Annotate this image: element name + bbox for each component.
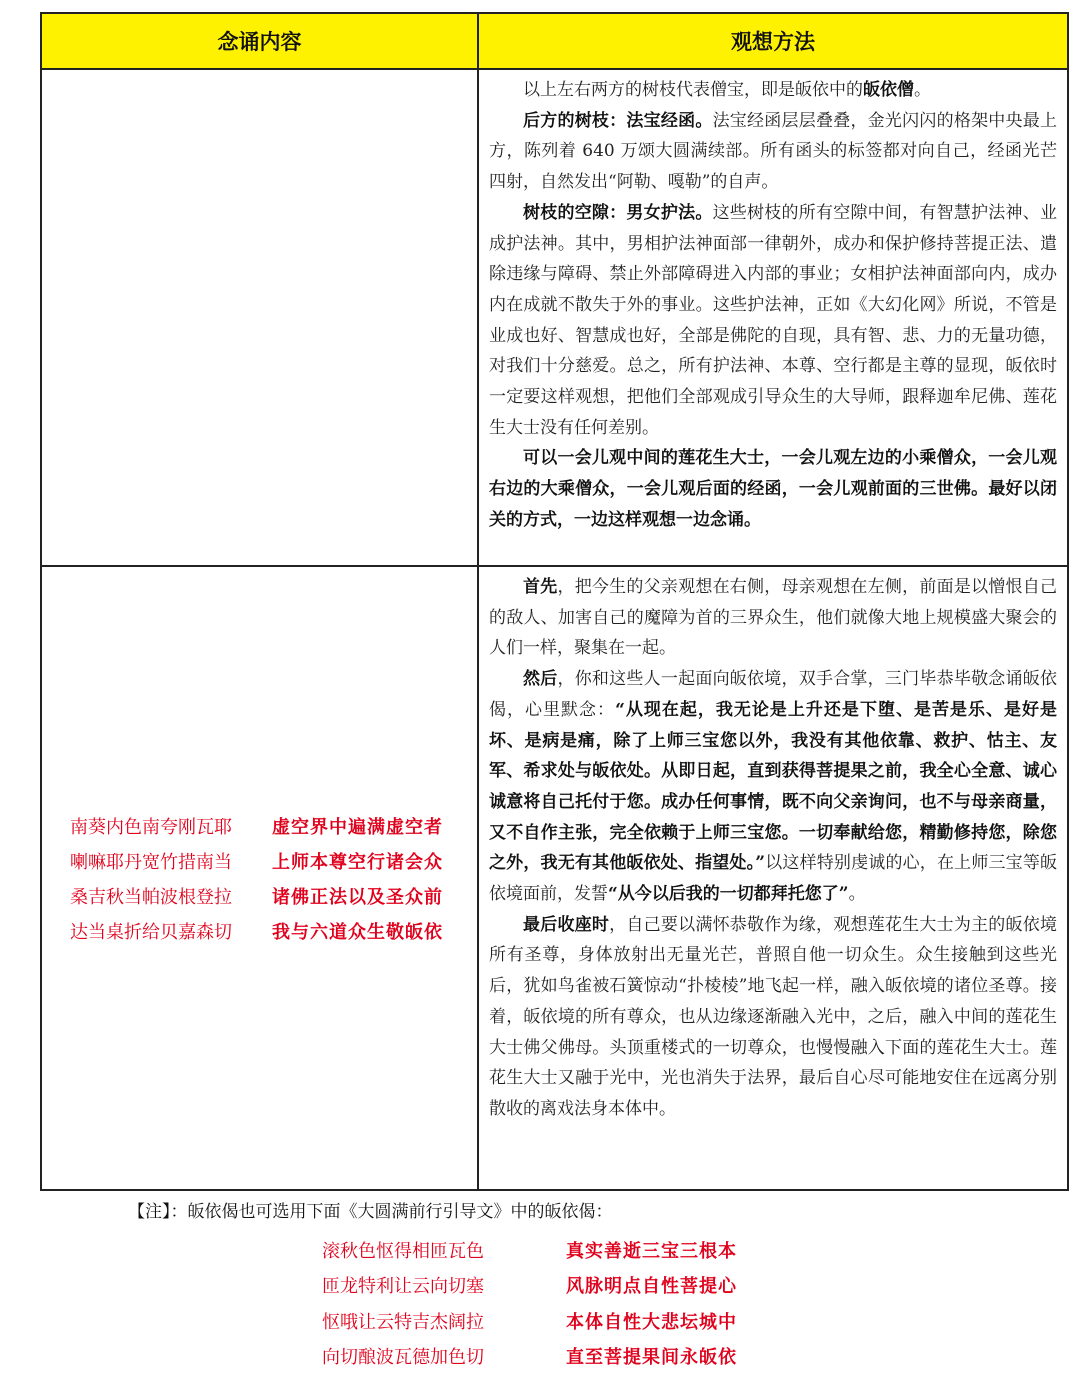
header-visualization: 观想方法 bbox=[478, 13, 1068, 69]
verse-translation: 真实善逝三宝三根本 bbox=[566, 1240, 737, 1262]
verse-translation: 诸佛正法以及圣众前 bbox=[272, 886, 443, 908]
verse-line bbox=[70, 913, 477, 948]
text: 以这样特别虔诚的心，在上师三宝等皈依境面前，发誓 bbox=[489, 853, 1058, 905]
bold-heading: 首先 bbox=[523, 577, 558, 597]
text: 。 bbox=[848, 884, 866, 905]
verse-translation: 风脉明点自性菩提心 bbox=[566, 1276, 737, 1298]
paragraph bbox=[489, 664, 1057, 910]
verse-transliteration: 滚秋色怄得相匝瓦色 bbox=[322, 1240, 484, 1262]
recitation-cell bbox=[41, 566, 478, 1190]
text: 法宝经函层层叠叠，金光闪闪的格架中央最上方，陈列着 640 万颂大圆满续部。所有函头的标签都对向自己，经函光芒四射，自然发出“阿勒、嘎勒”的自声。 bbox=[489, 110, 1058, 193]
verse-transliteration: 匝龙特利让云向切塞 bbox=[322, 1276, 484, 1298]
text: ，自己要以满怀恭敬作为缘，观想莲花生大士为主的皈依境所有圣尊，身体放射出无量光芒，普照自他一切众生。众生接触到这些光后，犹如鸟雀被石簧惊动“扑棱棱”地飞起一样，融入皈依境的诸位圣尊。接着，皈依境的所有尊众，也从边缘逐渐融入光中，之后，融入中间的莲花生大士佛父佛母。头顶重楼式的一切尊众，也慢慢融入下面的莲花生大士。莲花生大士又融于光中，光也消失于法界，最后自心尽可能地安住在远离分别散收的离戏法身本体中。 bbox=[489, 914, 1058, 1119]
text: 这些树枝的所有空隙中间，有智慧护法神、业成护法神。其中，男相护法神面部一律朝外，成办和保护修持菩提正法、遣除违缘与障碍、禁止外部障碍进入内部的事业；女相护法神面部向内，成办内在成就不散失于外的事业。这些护法神，正如《大幻化网》所说，不管是业成也好、智慧成也好，全部是佛陀的自现，具有智、悲、力的无量功德，对我们十分慈爱。总之，所有护法神、本尊、空行都是主尊的显现，皈依时一定要这样观想，把他们全部观成引导众生的大导师，跟释迦牟尼佛、莲花生大士没有任何差别。 bbox=[489, 202, 1058, 438]
bold-heading: 树枝的空隙：男女护法。 bbox=[523, 202, 713, 223]
bold-heading: 然后 bbox=[523, 669, 558, 690]
verse-transliteration: 桑吉秋当帕波根登拉 bbox=[70, 886, 232, 908]
footnote: 【注】：皈依偈也可选用下面《大圆满前行引导文》中的皈依偈： bbox=[128, 1202, 613, 1222]
verse-line bbox=[322, 1268, 737, 1304]
alternate-refuge-verse bbox=[322, 1232, 737, 1374]
refuge-table bbox=[40, 12, 1069, 1191]
paragraph bbox=[489, 910, 1057, 1125]
table-row bbox=[41, 69, 1068, 566]
visualization-cell bbox=[478, 69, 1068, 566]
paragraph bbox=[489, 106, 1057, 198]
header-recitation: 念诵内容 bbox=[41, 13, 478, 69]
text: 。 bbox=[914, 80, 931, 100]
bold-heading: 后方的树枝：法宝经函。 bbox=[523, 110, 713, 131]
verse-translation: 虚空界中遍满虚空者 bbox=[272, 816, 443, 838]
paragraph bbox=[489, 572, 1057, 664]
verse-translation: 本体自性大悲坛城中 bbox=[566, 1311, 737, 1333]
verse-transliteration: 怄哦让云特吉杰阔拉 bbox=[322, 1311, 484, 1333]
verse-line bbox=[70, 843, 477, 878]
bold-heading: 最后收座时 bbox=[523, 914, 610, 935]
bold-text: “从今以后我的一切都拜托您了” bbox=[608, 884, 849, 905]
text: 以上左右两方的树枝代表僧宝，即是皈依中的 bbox=[523, 80, 863, 100]
verse-translation: 上师本尊空行诸会众 bbox=[272, 851, 443, 873]
verse-transliteration: 达当桌折给贝嘉森切 bbox=[70, 921, 232, 943]
verse-transliteration: 向切酿波瓦德加色切 bbox=[322, 1347, 484, 1369]
paragraph bbox=[489, 443, 1057, 535]
table-header-row bbox=[41, 13, 1068, 69]
bold-text: 可以一会儿观中间的莲花生大士，一会儿观左边的小乘僧众，一会儿观右边的大乘僧众，一会儿观后面的经函，一会儿观前面的三世佛。最好以闭关的方式，一边这样观想一边念诵。 bbox=[489, 448, 1057, 530]
bold-text: 皈依僧 bbox=[863, 80, 914, 100]
verse-translation: 直至菩提果间永皈依 bbox=[566, 1347, 737, 1369]
refuge-verse bbox=[42, 808, 477, 948]
table-row bbox=[41, 566, 1068, 1190]
paragraph bbox=[489, 198, 1057, 444]
verse-line bbox=[70, 808, 477, 843]
verse-line bbox=[70, 878, 477, 913]
verse-transliteration: 南葵内色南夸刚瓦耶 bbox=[70, 816, 232, 838]
paragraph bbox=[489, 75, 1057, 106]
bold-text: “从现在起，我无论是上升还是下堕、是苦是乐、是好是坏、是病是痛，除了上师三宝您以外，我没有其他依靠、救护、怙主、友军、希求处与皈依处。从即日起，直到获得菩提果之前，我全心全意、诚心诚意将自己托付于您。成办任何事情，既不向父亲询问，也不与母亲商量，又不自作主张，完全依赖于上师三宝您。一切奉献给您，精勤修持您，除您之外，我无有其他皈依处、指望处。” bbox=[489, 699, 1058, 874]
verse-transliteration: 喇嘛耶丹宽竹措南当 bbox=[70, 851, 232, 873]
verse-translation: 我与六道众生敬皈依 bbox=[272, 921, 443, 943]
text: ，你和这些人一起面向皈依境，双手合掌，三门毕恭毕敬念诵皈依偈，心里默念： bbox=[489, 669, 1058, 720]
visualization-cell bbox=[478, 566, 1068, 1190]
text: ，把今生的父亲观想在右侧，母亲观想在左侧，前面是以憎恨自己的敌人、加害自己的魔障为首的三界众生，他们就像大地上规模盛大聚会的人们一样，聚集在一起。 bbox=[489, 577, 1058, 659]
verse-line bbox=[322, 1303, 737, 1339]
recitation-cell-empty bbox=[41, 69, 478, 566]
verse-line bbox=[322, 1232, 737, 1268]
verse-line bbox=[322, 1339, 737, 1375]
